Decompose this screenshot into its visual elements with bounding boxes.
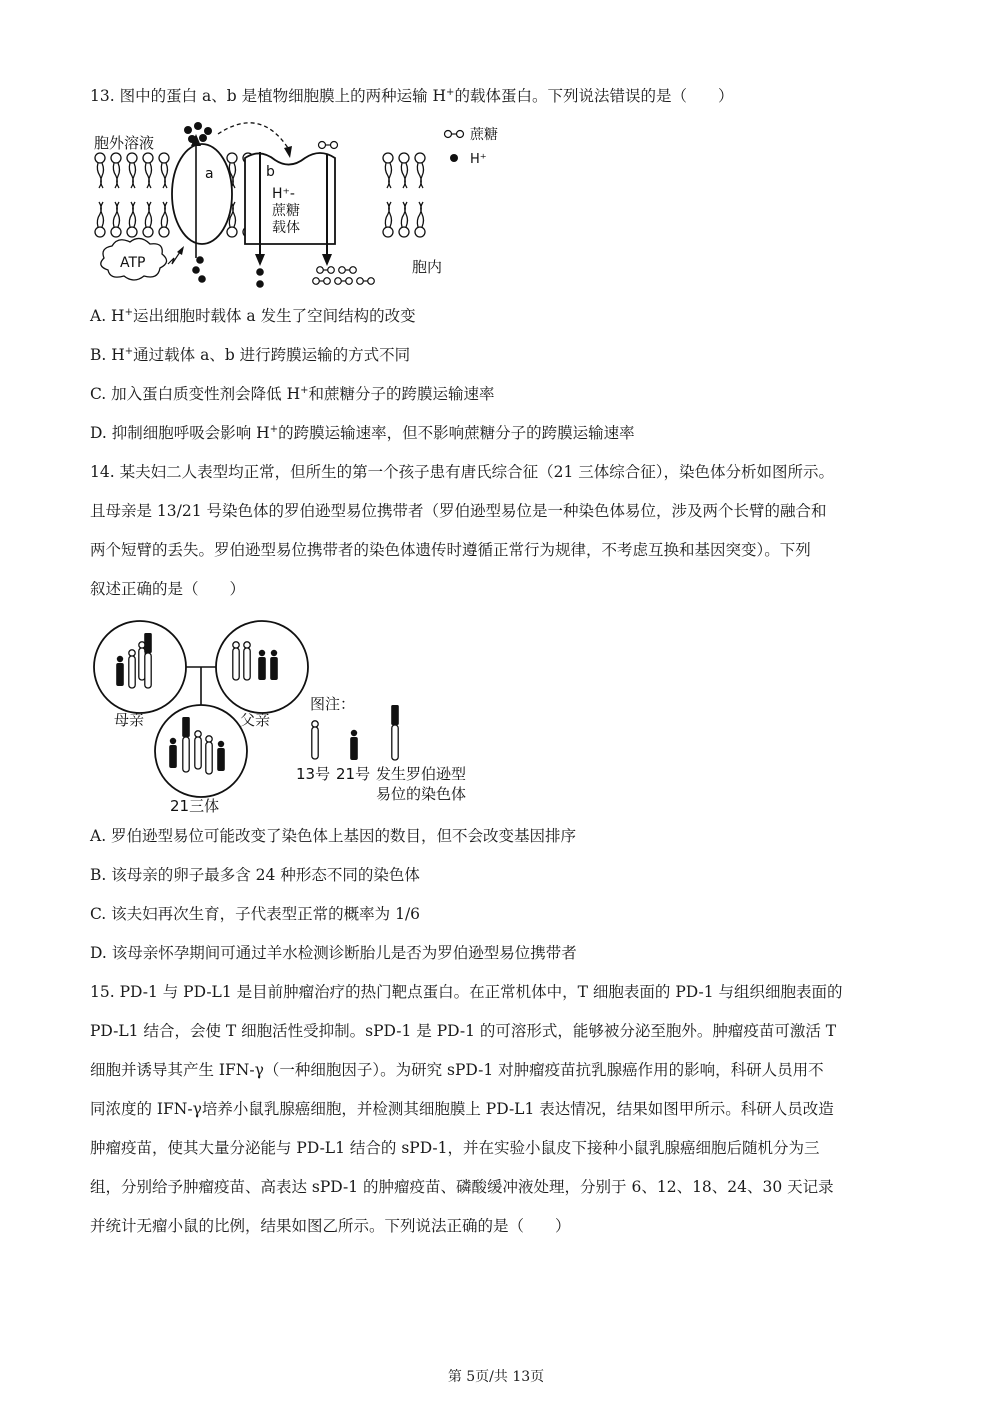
q15-stem-line-2: PD-L1 结合，会使 T 细胞活性受抑制。sPD-1 是 PD-1 的可溶形式，能够被分泌至胞外。肿瘤疫苗可激活 T (90, 1022, 837, 1040)
q13-c-pre: C. 加入蛋白质变性剂会降低 H (90, 385, 301, 403)
sucrose-inside (313, 267, 375, 285)
inside-label: 胞内 (412, 258, 443, 276)
carrier-b-text-3: 载体 (272, 220, 300, 236)
lipid-bilayer-left (95, 153, 169, 237)
legend-13-label: 13号 (296, 765, 331, 783)
q13-stem-post: 的载体蛋白。下列说法错误的是（ ） (454, 87, 734, 105)
page-footer: 第 5页/共 13页 (447, 1369, 545, 1385)
h-ions-inside-a (192, 256, 206, 283)
q13-stem-pre: 13. 图中的蛋白 a、b 是植物细胞膜上的两种运输 H (90, 87, 447, 105)
q13-option-c[interactable] (90, 384, 495, 404)
q14-stem-line-1: 14. 某夫妇二人表型均正常，但所生的第一个孩子患有唐氏综合征（21 三体综合征），染色体分析如图所示。 (90, 463, 834, 481)
q15-stem-line-1: 15. PD-1 与 PD-L1 是目前肿瘤治疗的热门靶点蛋白。在正常机体中，T 细胞表面的 PD-1 与组织细胞表面的 (90, 983, 843, 1001)
q13-option-d[interactable] (90, 423, 635, 443)
legend-trans-label-2: 易位的染色体 (376, 785, 467, 803)
atp-label: ATP (120, 255, 146, 271)
father-label: 父亲 (240, 711, 271, 729)
q14-option-d[interactable]: D. 该母亲怀孕期间可通过羊水检测诊断胎儿是否为罗伯逊型易位携带者 (90, 944, 577, 962)
child-label: 21三体 (170, 797, 220, 815)
q13-a-post: 运出细胞时载体 a 发生了空间结构的改变 (132, 307, 416, 325)
carrier-b-text-2: 蔗糖 (272, 203, 300, 219)
dashed-recycle-arrow (218, 123, 288, 148)
karyotype-figure (90, 615, 510, 815)
q14-stem-line-3: 两个短臂的丢失。罗伯逊型易位携带者的染色体遗传时遵循正常行为规律，不考虑互换和基因突变）。下列 (90, 541, 811, 559)
q13-c-post: 和蔗糖分子的跨膜运输速率 (308, 385, 495, 403)
q14-option-c[interactable]: C. 该夫妇再次生育，子代表型正常的概率为 1/6 (90, 905, 421, 923)
q14-stem-line-4: 叙述正确的是（ ） (90, 580, 246, 598)
carrier-b-text-1: H⁺- (272, 186, 295, 202)
carrier-b-label: b (266, 164, 275, 180)
q13-b-sup: + (124, 345, 134, 357)
q15-stem-line-6: 组，分别给予肿瘤疫苗、高表达 sPD-1 的肿瘤疫苗、磷酸缓冲液处理，分别于 6、12、18、24、30 天记录 (90, 1178, 834, 1196)
q15-stem-line-5: 肿瘤疫苗，使其大量分泌能与 PD-L1 结合的 sPD-1，并在实验小鼠皮下接种小鼠乳腺癌细胞后随机分为三 (90, 1139, 820, 1157)
outside-label: 胞外溶液 (94, 134, 155, 152)
lipid-bilayer-right (383, 153, 425, 237)
q13-d-pre: D. 抑制细胞呼吸会影响 H (90, 424, 270, 442)
q15-stem-line-3: 细胞并诱导其产生 IFN-γ（一种细胞因子）。为研究 sPD-1 对肿瘤疫苗抗乳腺癌作用的影响，科研人员用不 (90, 1061, 824, 1079)
q13-option-a[interactable] (90, 306, 416, 326)
q13-b-pre: B. H (90, 346, 125, 364)
sucrose-outside (319, 142, 338, 149)
h-ions-inside-b (256, 268, 264, 288)
q13-c-sup: + (300, 384, 309, 396)
legend-sucrose-label: 蔗糖 (470, 127, 498, 143)
membrane-transport-figure (90, 118, 520, 290)
q13-b-post: 通过载体 a、b 进行跨膜运输的方式不同 (133, 346, 411, 364)
legend-h-icon (450, 154, 458, 162)
q13-d-sup: + (269, 423, 279, 435)
legend-trans-label-1: 发生罗伯逊型 (376, 765, 467, 783)
q13-stem-sup: + (446, 86, 455, 98)
q13-stem (90, 86, 733, 106)
q13-a-sup: + (124, 306, 133, 318)
carrier-a-label: a (205, 166, 214, 182)
q15-stem-line-7: 并统计无瘤小鼠的比例，结果如图乙所示。下列说法正确的是（ ） (90, 1217, 571, 1235)
legend-h-label: H⁺ (470, 152, 487, 167)
q14-option-b[interactable]: B. 该母亲的卵子最多含 24 种形态不同的染色体 (90, 866, 420, 884)
carrier-a (172, 144, 232, 244)
mother-label: 母亲 (114, 711, 145, 729)
q14-stem-line-2: 且母亲是 13/21 号染色体的罗伯逊型易位携带者（罗伯逊型易位是一种染色体易位，涉及两个长臂的融合和 (90, 502, 827, 520)
legend-21-label: 21号 (336, 765, 371, 783)
q13-d-post: 的跨膜运输速率，但不影响蔗糖分子的跨膜运输速率 (278, 424, 635, 442)
legend-title: 图注： (310, 695, 356, 713)
q13-a-pre: A. H (90, 307, 125, 325)
q15-stem-line-4: 同浓度的 IFN-γ培养小鼠乳腺癌细胞，并检测其细胞膜上 PD-L1 表达情况，结果如图甲所示。科研人员改造 (90, 1100, 834, 1118)
legend-sucrose-icon (445, 131, 464, 138)
q13-option-b[interactable] (90, 345, 410, 365)
q14-option-a[interactable]: A. 罗伯逊型易位可能改变了染色体上基因的数目，但不会改变基因排序 (90, 827, 577, 845)
